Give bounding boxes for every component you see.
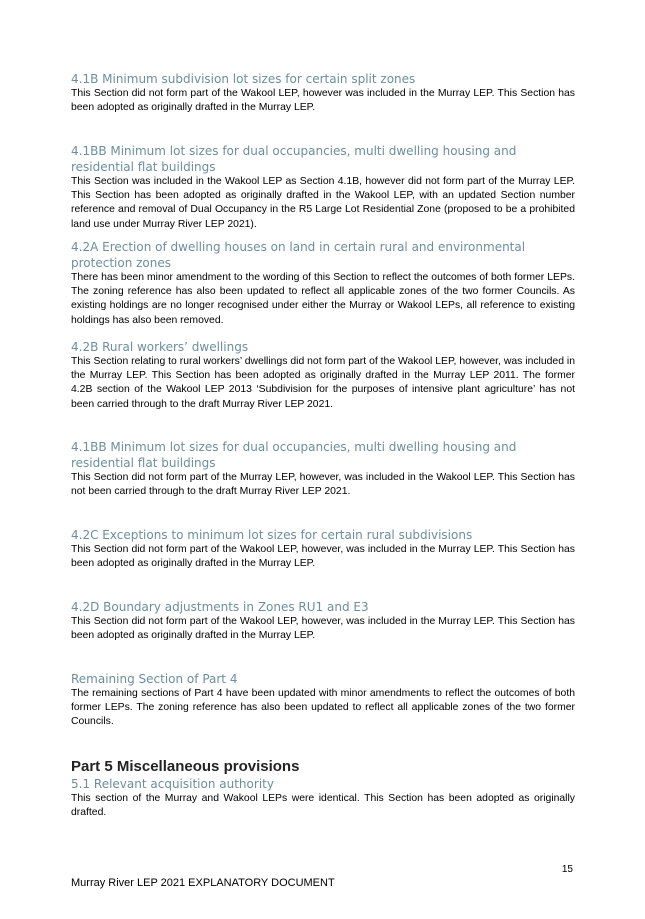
section-heading: 4.1BB Minimum lot sizes for dual occupancies, multi dwelling housing and residential flat buildings xyxy=(71,144,517,174)
section-4-2a xyxy=(71,239,575,328)
part-title: Part 5 Miscellaneous provisions xyxy=(71,758,300,775)
section-body: This Section relating to rural workers’ dwellings did not form part of the Wakool LEP, however, was included in the Murray LEP. This Section has been adopted as originally drafted in the Murray LEP 2011. The former 4.2B section of the Wakool LEP 2013 ‘Subdivision for the purposes of intensive plant agriculture’ has not been carried through to the draft Murray River LEP 2021. xyxy=(71,356,575,410)
section-4-2b xyxy=(71,339,575,412)
section-body: There has been minor amendment to the wording of this Section to reflect the outcomes of both former LEPs. The zoning reference has also been updated to reflect all applicable zones of the two former Councils. As existing holdings are no longer recognised under either the Murray or Wakool LEPs, all reference to existing holdings has also been removed. xyxy=(71,272,575,326)
section-heading: 4.2D Boundary adjustments in Zones RU1 and E3 xyxy=(71,600,369,614)
section-4-1b xyxy=(71,71,575,115)
section-body: This section of the Murray and Wakool LEPs were identical. This Section has been adopted as originally drafted. xyxy=(71,793,575,819)
section-heading: 4.1B Minimum subdivision lot sizes for certain split zones xyxy=(71,72,416,86)
section-body: This Section did not form part of the Murray LEP, however, was included in the Wakool LEP. This Section has not been carried through to the draft Murray River LEP 2021. xyxy=(71,472,575,498)
section-remaining-part-4 xyxy=(71,671,575,730)
section-4-2d xyxy=(71,599,575,643)
section-heading: 4.2A Erection of dwelling houses on land in certain rural and environmental protection zones xyxy=(71,240,526,270)
part-5 xyxy=(71,757,575,820)
section-heading: 4.1BB Minimum lot sizes for dual occupancies, multi dwelling housing and residential flat buildings xyxy=(71,440,517,470)
section-heading: 5.1 Relevant acquisition authority xyxy=(71,777,274,791)
section-heading: 4.2C Exceptions to minimum lot sizes for certain rural subdivisions xyxy=(71,528,473,542)
section-body: This Section did not form part of the Wakool LEP, however, was included in the Murray LEP. This Section has been adopted as originally drafted in the Murray LEP. xyxy=(71,544,575,570)
footer-document-title: Murray River LEP 2021 EXPLANATORY DOCUMENT xyxy=(71,877,335,889)
section-4-1bb xyxy=(71,143,575,232)
section-body: This Section did not form part of the Wakool LEP, however, was included in the Murray LEP. This Section has been adopted as originally drafted in the Murray LEP. xyxy=(71,616,575,642)
section-4-2c xyxy=(71,527,575,571)
section-body: This Section was included in the Wakool LEP as Section 4.1B, however did not form part of the Murray LEP. This Section has been adopted as originally drafted in the Wakool LEP, with an updated Section number reference and removal of Dual Occupancy in the R5 Large Lot Residential Zone (proposed to be a prohibited land use under Murray River LEP 2021). xyxy=(71,176,575,230)
page-number: 15 xyxy=(561,864,573,875)
section-body: This Section did not form part of the Wakool LEP, however was included in the Murray LEP. This Section has been adopted as originally drafted in the Murray LEP. xyxy=(71,88,575,114)
section-4-1bb-wakool xyxy=(71,439,575,499)
section-heading: 4.2B Rural workers’ dwellings xyxy=(71,340,249,354)
section-body: The remaining sections of Part 4 have been updated with minor amendments to reflect the outcomes of both former LEPs. The zoning reference has also been updated to reflect all applicable zones of the two former Councils. xyxy=(71,688,575,728)
section-heading: Remaining Section of Part 4 xyxy=(71,672,238,686)
